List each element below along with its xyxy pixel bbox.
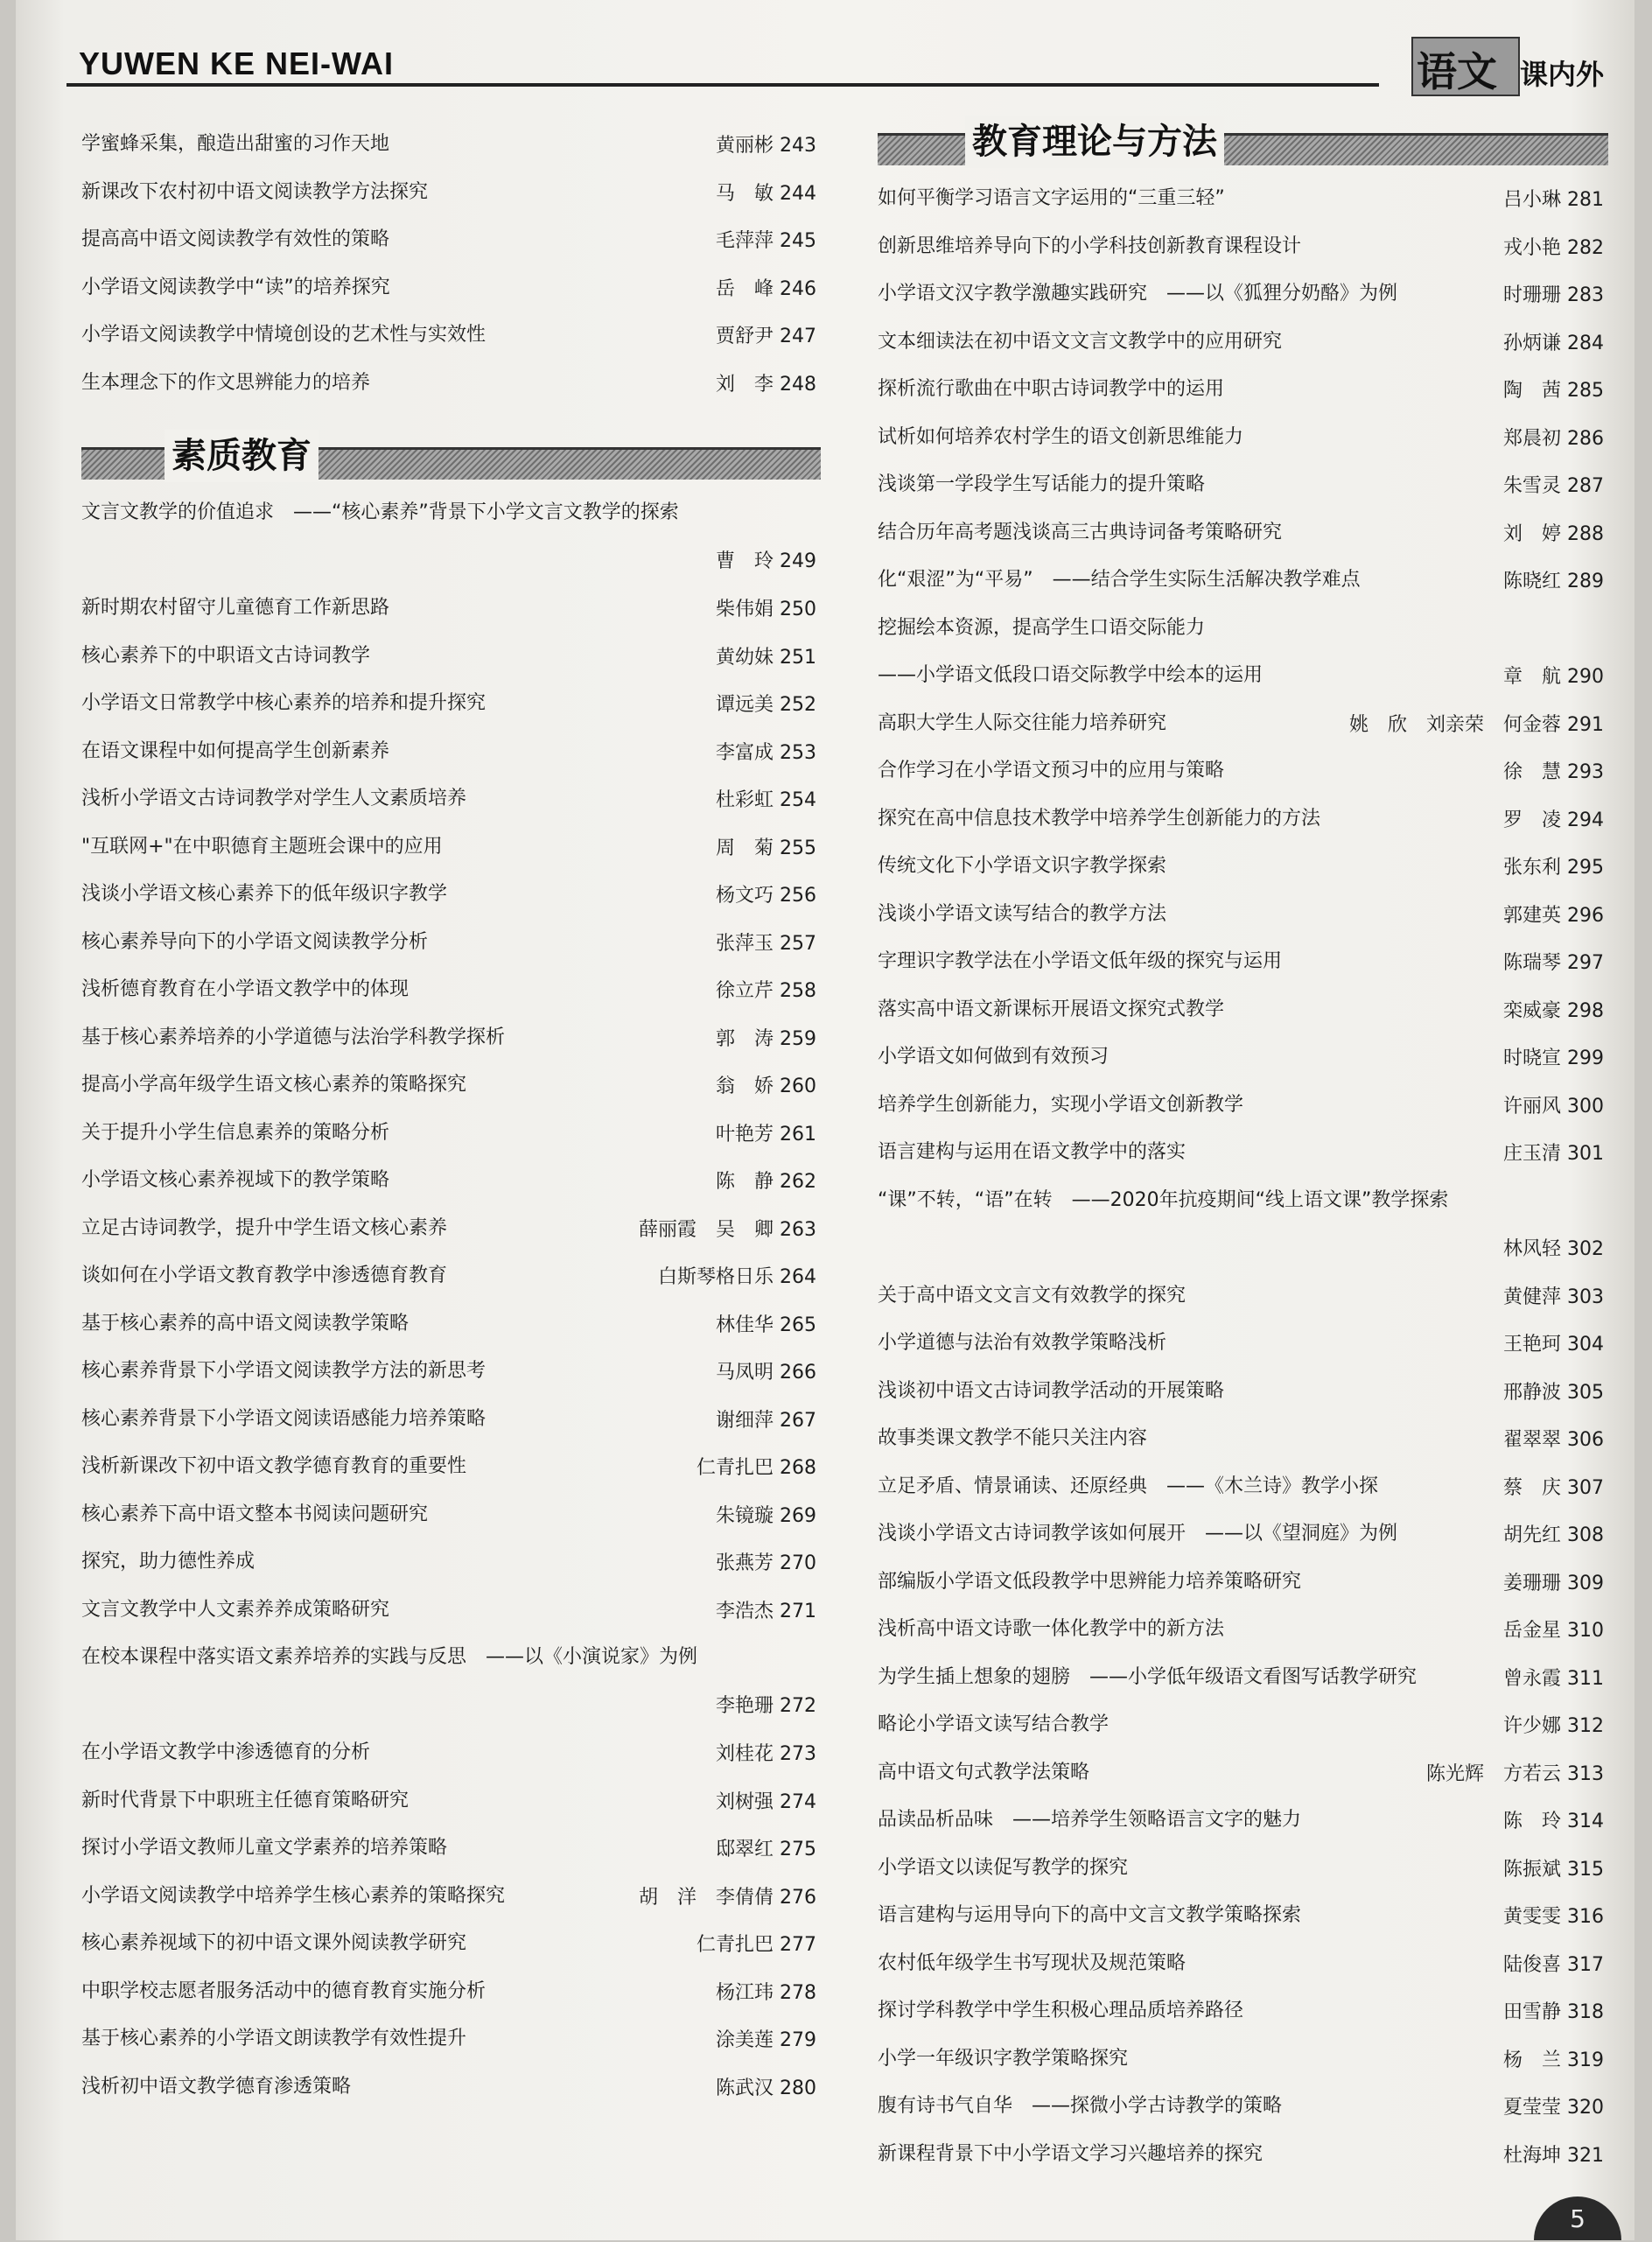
toc-entry-title: 在小学语文教学中渗透德育的分析 — [81, 1741, 371, 1763]
toc-entry — [81, 491, 816, 586]
toc-entry-author-page: 岳 峰 246 — [716, 277, 816, 300]
toc-entry — [878, 1083, 1604, 1132]
toc-entry — [81, 1588, 816, 1636]
toc-entry — [81, 1922, 816, 1970]
toc-entry — [81, 1398, 816, 1446]
toc-entry-author-page: 陈振斌 315 — [1503, 1858, 1604, 1881]
toc-entry-author-page: 陈武汉 280 — [716, 2077, 816, 2099]
toc-entry — [81, 1636, 816, 1731]
toc-entry-title: 语言建构与运用导向下的高中文言文教学策略探索 — [878, 1904, 1302, 1926]
toc-entry-title: 浅析德育教育在小学语文教学中的体现 — [81, 978, 410, 1000]
section-heading-quality-education — [81, 430, 816, 487]
toc-entry-author-page: 黄雯雯 316 — [1503, 1906, 1604, 1928]
left-section-list — [81, 491, 816, 2112]
toc-entry-subtitle: ——小学语文低段口语交际教学中绘本的运用 — [878, 663, 1264, 686]
toc-entry-title: 浅谈小学语文核心素养下的低年级识字教学 — [81, 883, 448, 905]
toc-entry-title: 小学语文如何做到有效预习 — [878, 1046, 1110, 1068]
toc-entry-title: 故事类课文教学不能只关注内容 — [878, 1427, 1148, 1449]
toc-entry-author-page: 邸翠红 275 — [716, 1839, 816, 1860]
toc-entry-title: 高职大学生人际交往能力培养研究 — [878, 711, 1167, 734]
toc-entry-author-page: 薛丽霞 吴 卿 263 — [639, 1218, 816, 1241]
toc-entry-title: 小学语文汉字教学激趣实践研究 ——以《狐狸分奶酪》为例 — [878, 283, 1398, 305]
toc-entry-author-page: 杨 兰 319 — [1503, 2049, 1604, 2071]
toc-entry-author-page: 王艳珂 304 — [1503, 1334, 1604, 1356]
toc-entry-title: 小学语文阅读教学中情境创设的艺术性与实效性 — [81, 324, 486, 346]
toc-entry — [878, 988, 1604, 1036]
toc-entry-title: 探讨小学语文教师儿童文学素养的培养策略 — [81, 1837, 448, 1859]
toc-entry-title: 新课程背景下中小学语文学习兴趣培养的探究 — [878, 2142, 1264, 2165]
toc-entry — [878, 1846, 1604, 1895]
toc-entry — [878, 463, 1604, 511]
toc-entry-author-page: 刘 李 248 — [716, 373, 816, 396]
toc-entry-author-page: 陈光辉 方若云 313 — [1426, 1762, 1604, 1785]
toc-entry — [878, 272, 1604, 320]
toc-entry-title: 关于提升小学生信息素养的策略分析 — [81, 1121, 390, 1144]
toc-entry — [878, 416, 1604, 464]
toc-entry-author-page: 姜珊珊 309 — [1503, 1572, 1604, 1594]
toc-entry-title: 基于核心素养的高中语文阅读教学策略 — [81, 1312, 410, 1335]
toc-entry — [81, 218, 816, 266]
toc-entry — [878, 320, 1604, 368]
toc-entry-title: 浅析初中语文教学德育渗透策略 — [81, 2075, 352, 2098]
masthead-logo — [1411, 37, 1604, 96]
toc-entry-title: 在语文课程中如何提高学生创新素养 — [81, 739, 390, 762]
toc-entry — [81, 777, 816, 825]
section-heading-label: 素质教育 — [164, 430, 318, 482]
toc-entry-title: 化“艰涩”为“平易” ——结合学生实际生活解决教学难点 — [878, 569, 1361, 591]
toc-entry-author-page: 时晓宣 299 — [1503, 1047, 1604, 1069]
toc-entry — [81, 1016, 816, 1064]
toc-entry — [81, 1493, 816, 1541]
toc-entry-author-page: 仁青扎巴 277 — [696, 1934, 816, 1956]
toc-entry — [878, 1370, 1604, 1418]
toc-entry — [81, 1779, 816, 1827]
toc-entry — [81, 2017, 816, 2065]
toc-entry-title: 文本细读法在初中语文文言文教学中的应用研究 — [878, 330, 1283, 353]
toc-entry-title: 关于高中语文文言文有效教学的探究 — [878, 1284, 1186, 1307]
toc-entry-title: 腹有诗书气自华 ——探微小学古诗教学的策略 — [878, 2095, 1283, 2117]
toc-entry-title: 中职学校志愿者服务活动中的德育教育实施分析 — [81, 1979, 486, 2002]
toc-entry-title: 基于核心素养培养的小学道德与法治学科教学探析 — [81, 1026, 506, 1048]
toc-entry — [81, 825, 816, 873]
toc-entry — [878, 1989, 1604, 2037]
toc-entry-title: 核心素养视域下的初中语文课外阅读教学研究 — [81, 1932, 467, 1954]
toc-entry — [81, 1349, 816, 1398]
toc-entry-author-page: 许丽风 300 — [1503, 1095, 1604, 1117]
toc-entry — [878, 1942, 1604, 1990]
toc-entry-title: 浅谈小学语文古诗词教学该如何展开 ——以《望洞庭》为例 — [878, 1523, 1398, 1545]
toc-entry — [81, 1207, 816, 1255]
left-column — [81, 123, 816, 2112]
toc-entry — [81, 1063, 816, 1111]
toc-entry-title: 部编版小学语文低段教学中思辨能力培养策略研究 — [878, 1570, 1302, 1593]
toc-entry-author-page: 黄健萍 303 — [1503, 1286, 1604, 1308]
toc-entry — [81, 1302, 816, 1350]
toc-entry-author-page: 姚 欣 刘亲荣 何金蓉 291 — [1349, 713, 1604, 736]
toc-entry-author-page: 朱雪灵 287 — [1503, 475, 1604, 497]
masthead-main: 语文 — [1417, 48, 1497, 95]
toc-entry — [878, 940, 1604, 988]
toc-entry-title: 基于核心素养的小学语文朗读教学有效性提升 — [81, 2028, 467, 2049]
toc-entry-title: 字理识字教学法在小学语文低年级的探究与运用 — [878, 950, 1283, 972]
toc-entry-author-page: 陆俊喜 317 — [1503, 1953, 1604, 1976]
toc-entry-title: 浅析新课改下初中语文教学德育教育的重要性 — [81, 1455, 467, 1477]
toc-entry — [81, 634, 816, 683]
toc-entry-title: 合作学习在小学语文预习中的应用与策略 — [878, 760, 1225, 781]
section-heading-label: 教育理论与方法 — [965, 116, 1224, 168]
toc-entry-author-page: 邢静波 305 — [1503, 1381, 1604, 1404]
toc-entry-title: 浅谈第一学段学生写话能力的提升策略 — [878, 473, 1206, 495]
toc-entry-title: 品读品析品味 ——培养学生领略语言文字的魅力 — [878, 1809, 1302, 1831]
toc-entry-title: 小学语文日常教学中核心素养的培养和提升探究 — [81, 692, 486, 714]
toc-entry-author-page: 陈 静 262 — [716, 1171, 816, 1193]
toc-entry-title: 新时期农村留守儿童德育工作新思路 — [81, 597, 390, 619]
toc-entry — [878, 368, 1604, 416]
toc-entry-title: 如何平衡学习语言文字运用的“三重三轻” — [878, 187, 1225, 209]
toc-entry — [81, 266, 816, 314]
toc-entry — [81, 1540, 816, 1588]
toc-entry — [81, 361, 816, 410]
toc-entry-title: 核心素养下的中职语文古诗词教学 — [81, 644, 371, 667]
toc-entry — [81, 1254, 816, 1302]
right-section-list — [878, 177, 1604, 2180]
toc-entry-author-page: 蔡 庆 307 — [1503, 1476, 1604, 1499]
toc-entry — [878, 1656, 1604, 1704]
toc-entry-title: 核心素养下高中语文整本书阅读问题研究 — [81, 1503, 429, 1525]
toc-entry — [878, 2133, 1604, 2181]
toc-entry — [878, 844, 1604, 893]
toc-entry-title: 挖掘绘本资源，提高学生口语交际能力 — [878, 616, 1206, 639]
toc-entry — [81, 1159, 816, 1207]
toc-entry-author-page: 张东利 295 — [1503, 857, 1604, 879]
toc-entry-author-page: 庄玉清 301 — [1503, 1143, 1604, 1165]
toc-entry — [878, 511, 1604, 559]
toc-entry — [878, 177, 1604, 225]
toc-entry-author-page: 林风轻 302 — [1503, 1237, 1604, 1260]
toc-entry — [878, 749, 1604, 797]
toc-entry — [878, 1560, 1604, 1608]
toc-entry-title: 探究在高中信息技术教学中培养学生创新能力的方法 — [878, 807, 1321, 830]
toc-entry-title: 创新思维培养导向下的小学科技创新教育课程设计 — [878, 235, 1302, 257]
toc-entry — [81, 1445, 816, 1493]
toc-entry — [81, 586, 816, 634]
toc-entry-title: 小学语文阅读教学中培养学生核心素养的策略探究 — [81, 1884, 506, 1907]
toc-entry-title: 浅析高中语文诗歌一体化教学中的新方法 — [878, 1618, 1225, 1640]
toc-entry-title: 小学道德与法治有效教学策略浅析 — [878, 1332, 1167, 1354]
toc-entry-title: 传统文化下小学语文识字教学探索 — [878, 855, 1167, 877]
toc-entry-author-page: 曾永霞 311 — [1503, 1667, 1604, 1690]
toc-entry — [81, 313, 816, 361]
right-column — [878, 123, 1604, 2180]
toc-entry — [878, 1512, 1604, 1560]
toc-entry-author-page: 朱镜璇 269 — [716, 1504, 816, 1527]
toc-entry — [878, 606, 1604, 702]
toc-entry-title: 语言建构与运用在语文教学中的落实 — [878, 1141, 1186, 1163]
toc-entry-title: 核心素养背景下小学语文阅读语感能力培养策略 — [81, 1407, 486, 1430]
toc-entry-author-page: 杜彩虹 254 — [716, 789, 816, 811]
toc-entry — [878, 1608, 1604, 1656]
toc-entry — [81, 1731, 816, 1779]
magazine-page — [16, 0, 1634, 2240]
toc-entry-title: "互联网+"在中职德育主题班会课中的应用 — [81, 835, 443, 858]
toc-entry-title: 探究，助力德性养成 — [81, 1551, 256, 1573]
toc-entry — [878, 797, 1604, 845]
toc-entry — [81, 1874, 816, 1923]
toc-entry — [878, 1274, 1604, 1322]
toc-entry-author-page: 杨江玮 278 — [716, 1981, 816, 2004]
toc-entry-author-page: 白斯琴格日乐 264 — [658, 1266, 816, 1288]
toc-entry-author-page: 章 航 290 — [1503, 665, 1604, 688]
toc-entry-title: 农村低年级学生书写现状及规范策略 — [878, 1951, 1186, 1974]
toc-entry-author-page: 李艳珊 272 — [716, 1695, 816, 1717]
toc-entry-author-page: 毛萍萍 245 — [716, 230, 816, 252]
toc-entry-title: 立足矛盾、情景诵读、还原经典 ——《木兰诗》教学小探 — [878, 1475, 1379, 1497]
toc-entry-author-page: 陈晓红 289 — [1503, 571, 1604, 592]
toc-entry-author-page: 马 敏 244 — [716, 182, 816, 205]
toc-entry-author-page: 陈 玲 314 — [1503, 1811, 1604, 1832]
toc-entry — [878, 1703, 1604, 1751]
toc-entry — [878, 1179, 1604, 1274]
toc-entry — [878, 1417, 1604, 1465]
toc-entry — [81, 1826, 816, 1874]
toc-entry-author-page: 孙炳谦 284 — [1503, 332, 1604, 354]
toc-entry-author-page: 翟翠翠 306 — [1503, 1429, 1604, 1451]
toc-entry-author-page: 徐 慧 293 — [1503, 761, 1604, 783]
toc-entry-author-page: 罗 凌 294 — [1503, 809, 1604, 831]
running-head: YUWEN KE NEI-WAI — [79, 46, 395, 81]
toc-entry-author-page: 叶艳芳 261 — [716, 1123, 816, 1146]
toc-entry-title: 结合历年高考题浅谈高三古典诗词备考策略研究 — [878, 521, 1283, 543]
toc-entry-author-page: 翁 娇 260 — [716, 1075, 816, 1097]
toc-entry-author-page: 谢细萍 267 — [716, 1409, 816, 1432]
toc-entry-title: 浅谈小学语文读写结合的教学方法 — [878, 902, 1167, 925]
toc-entry — [878, 2084, 1604, 2133]
toc-entry-title: 小学语文阅读教学中“读”的培养探究 — [81, 276, 390, 298]
toc-entry-author-page: 仁青扎巴 268 — [696, 1457, 816, 1479]
toc-entry — [81, 872, 816, 921]
toc-entry — [878, 1894, 1604, 1942]
toc-entry-title: 试析如何培养农村学生的语文创新思维能力 — [878, 425, 1244, 448]
toc-entry — [878, 1751, 1604, 1799]
toc-entry-author-page: 谭远美 252 — [716, 694, 816, 716]
toc-entry-title: 高中语文句式教学法策略 — [878, 1761, 1090, 1783]
toc-entry-title: 生本理念下的作文思辨能力的培养 — [81, 371, 371, 394]
toc-entry-title: 小学语文核心素养视域下的教学策略 — [81, 1169, 390, 1191]
page-number: 5 — [1534, 2196, 1621, 2240]
toc-entry — [81, 1111, 816, 1160]
toc-entry-title: 提高小学高年级学生语文核心素养的策略探究 — [81, 1074, 467, 1096]
toc-entry-title: 新时代背景下中职班主任德育策略研究 — [81, 1789, 410, 1811]
toc-entry-author-page: 黄幼妹 251 — [716, 646, 816, 669]
toc-entry-author-page: 黄丽彬 243 — [716, 135, 816, 157]
toc-entry — [81, 968, 816, 1016]
toc-entry-author-page: 杨文巧 256 — [716, 885, 816, 907]
toc-entry-author-page: 胡 洋 李倩倩 276 — [639, 1886, 816, 1909]
header-rule — [66, 83, 1379, 87]
toc-entry-author-page: 张萍玉 257 — [716, 932, 816, 955]
toc-entry-title: 提高高中语文阅读教学有效性的策略 — [81, 228, 390, 250]
toc-entry-title: 探讨学科教学中学生积极心理品质培养路径 — [878, 2000, 1244, 2021]
toc-entry-title: 学蜜蜂采集，酿造出甜蜜的习作天地 — [81, 133, 390, 155]
toc-entry-author-page: 夏莹莹 320 — [1503, 2097, 1604, 2119]
toc-entry-title: 略论小学语文读写结合教学 — [878, 1713, 1110, 1735]
toc-entry — [878, 1035, 1604, 1083]
toc-entry-title: 浅谈初中语文古诗词教学活动的开展策略 — [878, 1379, 1225, 1402]
toc-entry-author-page: 岳金星 310 — [1503, 1620, 1604, 1642]
toc-entry-author-page: 周 菊 255 — [716, 837, 816, 859]
toc-entry — [81, 730, 816, 778]
toc-entry — [878, 558, 1604, 606]
toc-entry — [81, 921, 816, 969]
toc-entry-title: 立足古诗词教学，提升中学生语文核心素养 — [81, 1216, 448, 1239]
toc-entry-author-page: 林佳华 265 — [716, 1314, 816, 1336]
toc-entry-author-page: 贾舒尹 247 — [716, 326, 816, 347]
toc-entry-author-page: 张燕芳 270 — [716, 1552, 816, 1574]
toc-entry-title: 在校本课程中落实语文素养培养的实践与反思 ——以《小演说家》为例 — [81, 1646, 698, 1668]
toc-entry-title: 新课改下农村初中语文阅读教学方法探究 — [81, 180, 429, 203]
toc-entry-author-page: 马凤明 266 — [716, 1362, 816, 1384]
toc-entry-author-page: 郭 涛 259 — [716, 1027, 816, 1050]
toc-entry-title: 落实高中语文新课标开展语文探究式教学 — [878, 998, 1225, 1020]
toc-entry-author-page: 李富成 253 — [716, 741, 816, 764]
toc-entry-author-page: 许少娜 312 — [1503, 1715, 1604, 1737]
toc-entry-author-page: 曹 玲 249 — [716, 550, 816, 572]
toc-entry-title: “课”不转，“语”在转 ——2020年抗疫期间“线上语文课”教学探索 — [878, 1188, 1449, 1211]
toc-entry-author-page: 李浩杰 271 — [716, 1600, 816, 1622]
left-top-list — [81, 123, 816, 409]
masthead-sub: 课内外 — [1520, 58, 1605, 91]
toc-entry-title: 探析流行歌曲在中职古诗词教学中的运用 — [878, 378, 1225, 400]
toc-entry-title: 文言文教学的价值追求 ——“核心素养”背景下小学文言文教学的探索 — [81, 501, 679, 523]
toc-entry — [81, 682, 816, 730]
toc-entry-title: 小学语文以读促写教学的探究 — [878, 1856, 1129, 1879]
toc-entry-author-page: 刘树强 274 — [716, 1790, 816, 1813]
toc-entry-title: 谈如何在小学语文教育教学中渗透德育教育 — [81, 1265, 448, 1286]
toc-entry — [878, 2037, 1604, 2085]
toc-entry — [878, 702, 1604, 750]
toc-entry — [878, 225, 1604, 273]
toc-entry — [81, 123, 816, 171]
toc-entry-author-page: 徐立芹 258 — [716, 980, 816, 1002]
toc-entry-author-page: 柴伟娟 250 — [716, 599, 816, 620]
toc-entry-author-page: 栾威豪 298 — [1503, 999, 1604, 1022]
toc-entry-title: 为学生插上想象的翅膀 ——小学低年级语文看图写话教学研究 — [878, 1665, 1418, 1688]
toc-entry — [878, 1321, 1604, 1370]
toc-entry-title: 核心素养背景下小学语文阅读教学方法的新思考 — [81, 1360, 486, 1382]
toc-entry-author-page: 郑晨初 286 — [1503, 427, 1604, 450]
toc-entry-author-page: 吕小琳 281 — [1503, 189, 1604, 211]
toc-entry — [81, 1970, 816, 2018]
toc-entry-title: 浅析小学语文古诗词教学对学生人文素质培养 — [81, 788, 467, 809]
toc-entry-author-page: 刘 婷 288 — [1503, 522, 1604, 545]
toc-entry-title: 培养学生创新能力，实现小学语文创新教学 — [878, 1093, 1244, 1116]
toc-entry-author-page: 胡先红 308 — [1503, 1524, 1604, 1546]
toc-entry-author-page: 田雪静 318 — [1503, 2001, 1604, 2023]
toc-entry-author-page: 时珊珊 283 — [1503, 284, 1604, 306]
toc-entry-title: 核心素养导向下的小学语文阅读教学分析 — [81, 930, 429, 953]
toc-entry — [81, 2065, 816, 2113]
toc-entry-author-page: 陶 茜 285 — [1503, 380, 1604, 402]
toc-entry-author-page: 戎小艳 282 — [1503, 236, 1604, 259]
section-heading-education-theory — [878, 116, 1604, 173]
toc-entry — [878, 1798, 1604, 1846]
toc-entry-author-page: 刘桂花 273 — [716, 1743, 816, 1765]
toc-entry — [878, 893, 1604, 941]
toc-entry-author-page: 杜海坤 321 — [1503, 2144, 1604, 2167]
toc-entry — [81, 171, 816, 219]
toc-entry-author-page: 涂美莲 279 — [716, 2029, 816, 2051]
toc-entry-author-page: 陈瑞琴 297 — [1503, 952, 1604, 974]
toc-entry — [878, 1131, 1604, 1179]
toc-entry-title: 小学一年级识字教学策略探究 — [878, 2047, 1129, 2070]
toc-entry-title: 文言文教学中人文素养养成策略研究 — [81, 1598, 390, 1621]
toc-entry — [878, 1465, 1604, 1513]
toc-entry-author-page: 郭建英 296 — [1503, 904, 1604, 927]
